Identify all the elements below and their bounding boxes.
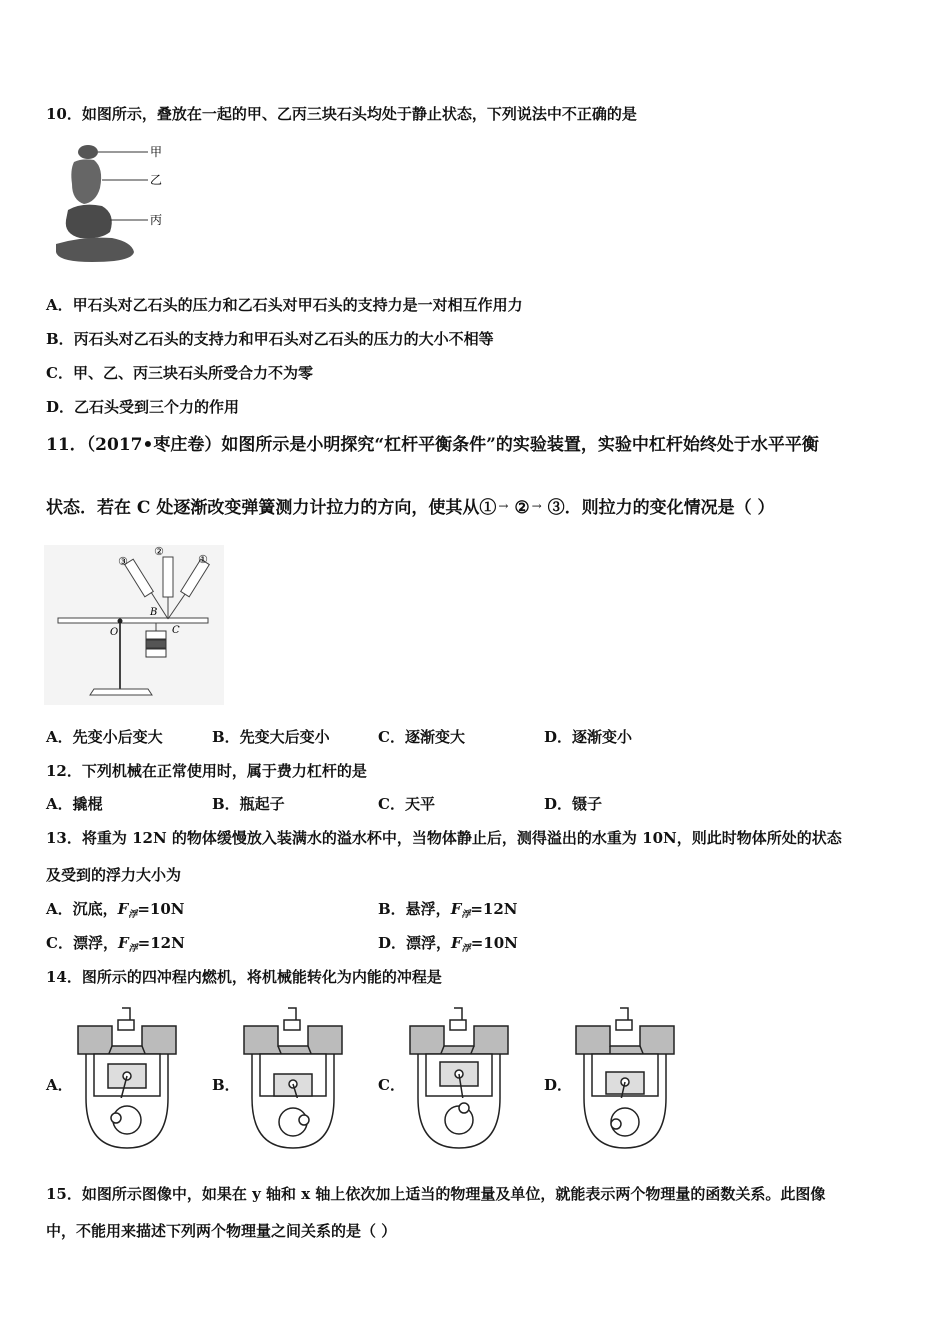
q11-stem-line1: 11．（2017•枣庄卷）如图所示是小明探究“杠杆平衡条件”的实验装置，实验中杠杆始终处于水平平衡 (46, 435, 819, 455)
engine-figure-d (570, 1002, 680, 1150)
q13-stem-line1: 13．将重为 12N 的物体缓慢放入装满水的溢水杯中，当物体静止后，测得溢出的水重为 10N，则此时物体所处的状态 (46, 829, 842, 847)
lever-experiment-figure (44, 545, 224, 705)
q11-stem-part-c: ③．则拉力的变化情况是（ ） (547, 498, 775, 518)
lever-label-b: B (150, 607, 158, 618)
q15-stem-line1: 15．如图所示图像中，如果在 y 轴和 x 轴上依次加上适当的物理量及单位，就能表示两个物理量的函数关系。此图像 (46, 1185, 826, 1203)
engine-figure-a (72, 1002, 182, 1150)
q13-option-a-val: =10N (137, 900, 185, 918)
q14-option-a: A． (46, 1076, 73, 1094)
lever-label-o: O (110, 627, 119, 638)
q13-option-b-val: =12N (470, 900, 518, 918)
engine-figure-b (238, 1002, 348, 1150)
q13-option-d-sub: 浮 (461, 944, 471, 954)
q13-option-b-f: F (450, 900, 462, 918)
q11-option-d: D．逐渐变小 (544, 728, 633, 746)
q13-option-d-f: F (451, 934, 462, 952)
lever-label-c: C (172, 625, 180, 636)
q14-option-d: D． (544, 1076, 573, 1094)
q10-option-b: B．丙石头对乙石头的支持力和甲石头对乙石头的压力的大小不相等 (46, 330, 494, 348)
stacked-stones-figure (52, 140, 172, 265)
lever-label-3: ③ (118, 555, 128, 568)
q13-option-c-prefix: C．漂浮， (46, 934, 118, 952)
stone-label-bing: 丙 (150, 213, 163, 227)
q13-option-a-prefix: A．沉底， (46, 900, 118, 918)
q13-option-c-f: F (117, 934, 129, 952)
q14-stem: 14．图所示的四冲程内燃机，将机械能转化为内能的冲程是 (46, 968, 442, 986)
engine-figure-c (404, 1002, 514, 1150)
q13-option-a-sub: 浮 (128, 910, 138, 920)
q12-option-b: B．瓶起子 (212, 795, 285, 813)
q11-option-b: B．先变大后变小 (212, 728, 330, 746)
q10-option-a: A．甲石头对乙石头的压力和乙石头对甲石头的支持力是一对相互作用力 (46, 296, 523, 314)
q12-option-c: C．天平 (378, 795, 435, 813)
q12-option-a: A．撬棍 (46, 795, 103, 813)
q14-option-b: B． (212, 1076, 240, 1094)
q12-option-d: D．镊子 (544, 795, 603, 813)
q13-option-c-sub: 浮 (128, 944, 138, 954)
q13-stem-line2: 及受到的浮力大小为 (46, 866, 182, 884)
q13-option-b (378, 898, 518, 920)
q13-option-a (46, 898, 184, 920)
q13-option-d-val: =10N (470, 934, 518, 952)
q11-stem-part-a: 状态．若在 C 处逐渐改变弹簧测力计拉力的方向，使其从① (46, 498, 497, 518)
q13-option-d-prefix: D．漂浮， (378, 934, 452, 952)
q13-option-a-f: F (117, 900, 129, 918)
q10-option-d: D．乙石头受到三个力的作用 (46, 398, 240, 416)
q11-stem-line2 (46, 493, 775, 518)
q13-option-d (378, 932, 518, 954)
q15-stem-line2: 中，不能用来描述下列两个物理量之间关系的是（ ） (46, 1222, 397, 1240)
q12-stem: 12．下列机械在正常使用时，属于费力杠杆的是 (46, 762, 367, 780)
q13-option-c-val: =12N (137, 934, 185, 952)
q13-option-b-prefix: B．悬浮， (378, 900, 451, 918)
q11-stem-part-b: ② (514, 498, 530, 518)
q14-option-c: C． (378, 1076, 405, 1094)
lever-label-2: ② (154, 545, 164, 558)
q13-option-c (46, 932, 185, 954)
q11-option-c: C．逐渐变大 (378, 728, 465, 746)
stone-label-yi: 乙 (150, 173, 163, 187)
q11-option-a: A．先变小后变大 (46, 728, 163, 746)
lever-label-1: ① (198, 553, 208, 566)
q10-option-c: C．甲、乙、丙三块石头所受合力不为零 (46, 364, 313, 382)
stone-label-jia: 甲 (150, 145, 163, 159)
q13-option-b-sub: 浮 (461, 910, 471, 920)
q10-stem: 10．如图所示，叠放在一起的甲、乙丙三块石头均处于静止状态，下列说法中不正确的是 (46, 105, 637, 123)
